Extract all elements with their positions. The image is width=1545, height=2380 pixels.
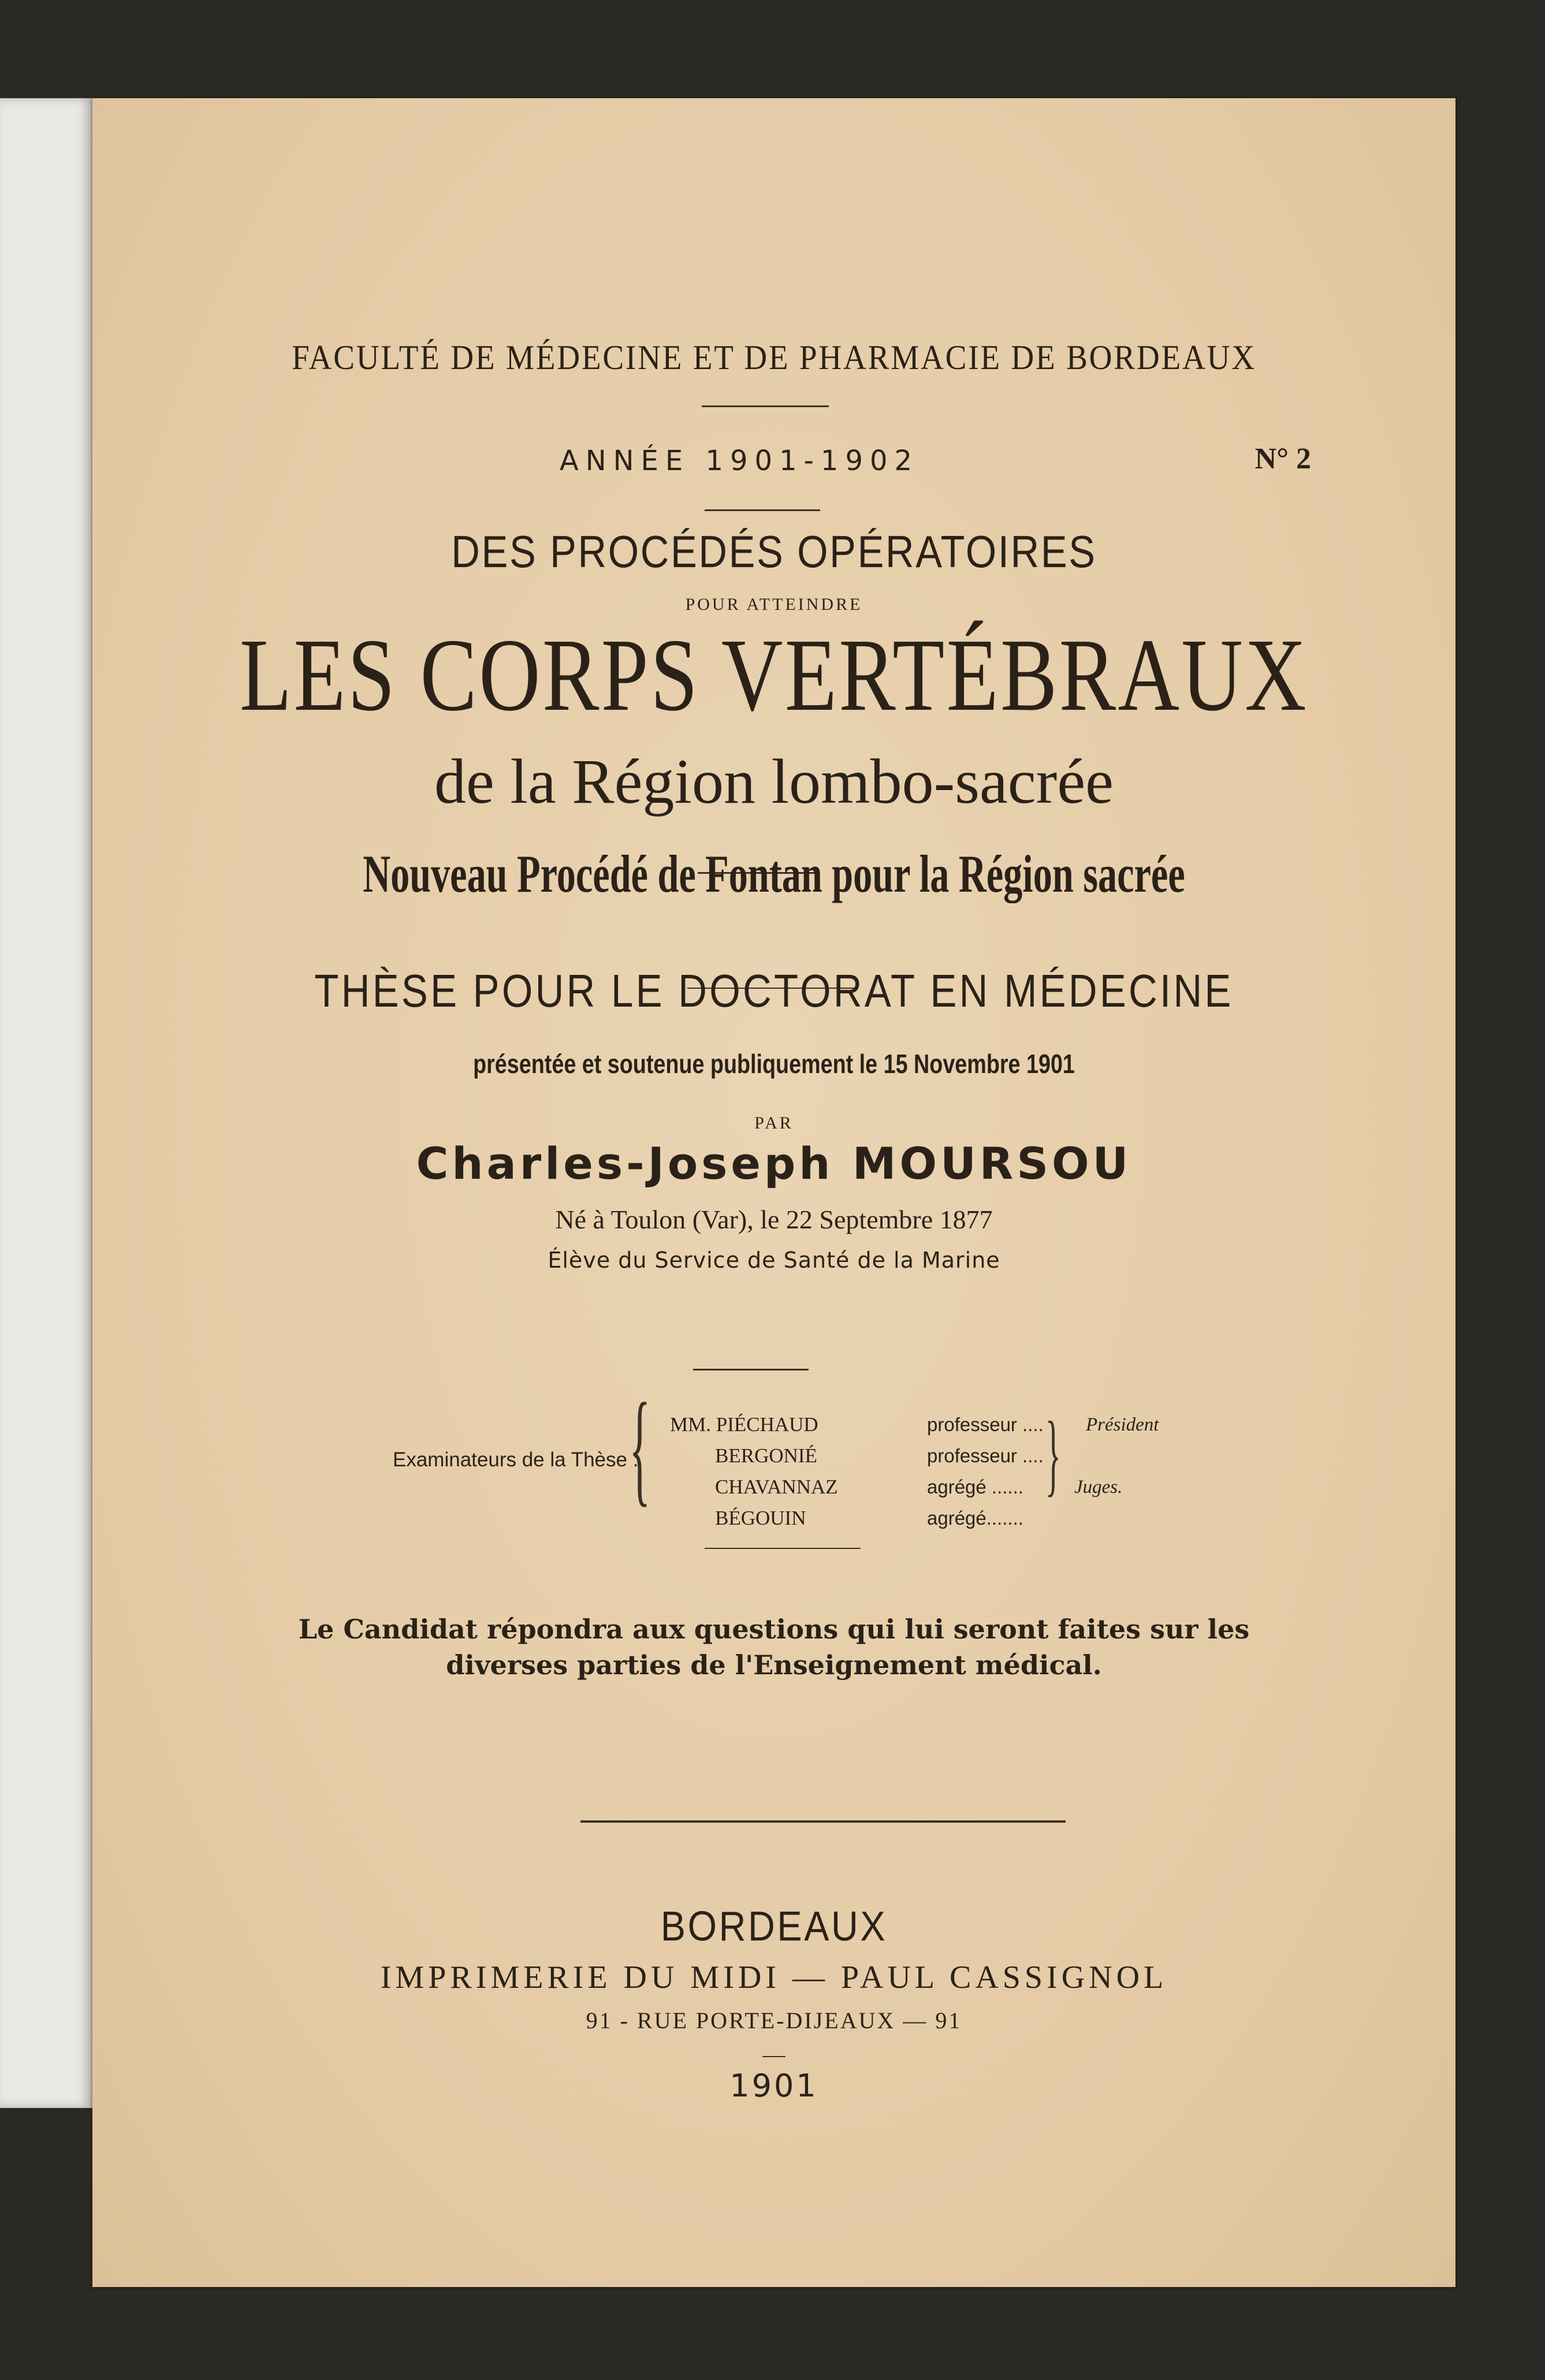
author-name: Charles-Joseph MOURSOU: [416, 1138, 1132, 1189]
examiner-title: agrégé.......: [927, 1507, 1023, 1529]
printer: IMPRIMERIE DU MIDI — PAUL CASSIGNOL: [380, 1960, 1168, 1995]
academic-year: ANNÉE 1901-1902: [559, 445, 919, 477]
ornament-divider: [693, 1369, 809, 1370]
divider: [762, 2056, 785, 2057]
author-status: Élève du Service de Santé de la Marine: [548, 1247, 1000, 1273]
city: BORDEAUX: [660, 1904, 888, 1950]
title-page: [92, 98, 1455, 2287]
juges-role: Juges.: [1074, 1477, 1123, 1498]
examiner-title: agrégé ......: [927, 1476, 1023, 1498]
left-brace: {: [629, 1377, 651, 1518]
examiner-title: professeur ....: [927, 1445, 1044, 1466]
facing-page-edge: [0, 98, 92, 2108]
divider: [705, 509, 820, 511]
examiner-name: BÉGOUIN: [715, 1507, 806, 1529]
ornament-divider: [580, 1820, 1066, 1823]
divider: [702, 405, 829, 407]
examiner-titles: [927, 1409, 1044, 1534]
examiners-label: Examinateurs de la Thèse :: [393, 1448, 639, 1471]
main-title: LES CORPS VERTÉBRAUX: [239, 617, 1309, 732]
divider: [705, 1548, 861, 1549]
examiner-title: professeur ....: [927, 1414, 1044, 1435]
title-line-4: de la Région lombo-sacrée: [434, 746, 1114, 817]
presentation-date: présentée et soutenue publiquement le 15 Novembre 1901: [473, 1049, 1075, 1079]
president-role: Président: [1086, 1414, 1159, 1435]
thesis-number: N° 2: [1254, 442, 1311, 475]
par-label: PAR: [754, 1113, 794, 1133]
right-brace: }: [1045, 1402, 1061, 1505]
examiner-name: BERGONIÉ: [715, 1444, 817, 1467]
faculty-header: FACULTÉ DE MÉDECINE ET DE PHARMACIE DE BORDEAUX: [292, 338, 1256, 377]
title-line-1: DES PROCÉDÉS OPÉRATOIRES: [451, 526, 1097, 577]
examiner-name: CHAVANNAZ: [715, 1476, 838, 1498]
subtitle: Nouveau Procédé de Fontan pour la Région sacrée: [363, 844, 1185, 903]
title-line-2: POUR ATTEINDRE: [685, 595, 863, 614]
notice-line: diverses parties de l'Enseignement médical.: [446, 1649, 1102, 1681]
candidate-notice: [92, 1611, 1455, 1683]
thesis-type: THÈSE POUR LE DOCTORAT EN MÉDECINE: [314, 965, 1234, 1016]
examiner-roles: [1074, 1409, 1159, 1503]
publication-year: 1901: [729, 2068, 818, 2104]
examiner-names: [670, 1409, 838, 1534]
notice-line: Le Candidat répondra aux questions qui lui seront faites sur les: [298, 1614, 1250, 1645]
birth-info: Né à Toulon (Var), le 22 Septembre 1877: [555, 1205, 993, 1234]
examiner-name: MM. PIÉCHAUD: [670, 1413, 818, 1436]
printer-address: 91 - RUE PORTE-DIJEAUX — 91: [586, 2007, 962, 2033]
